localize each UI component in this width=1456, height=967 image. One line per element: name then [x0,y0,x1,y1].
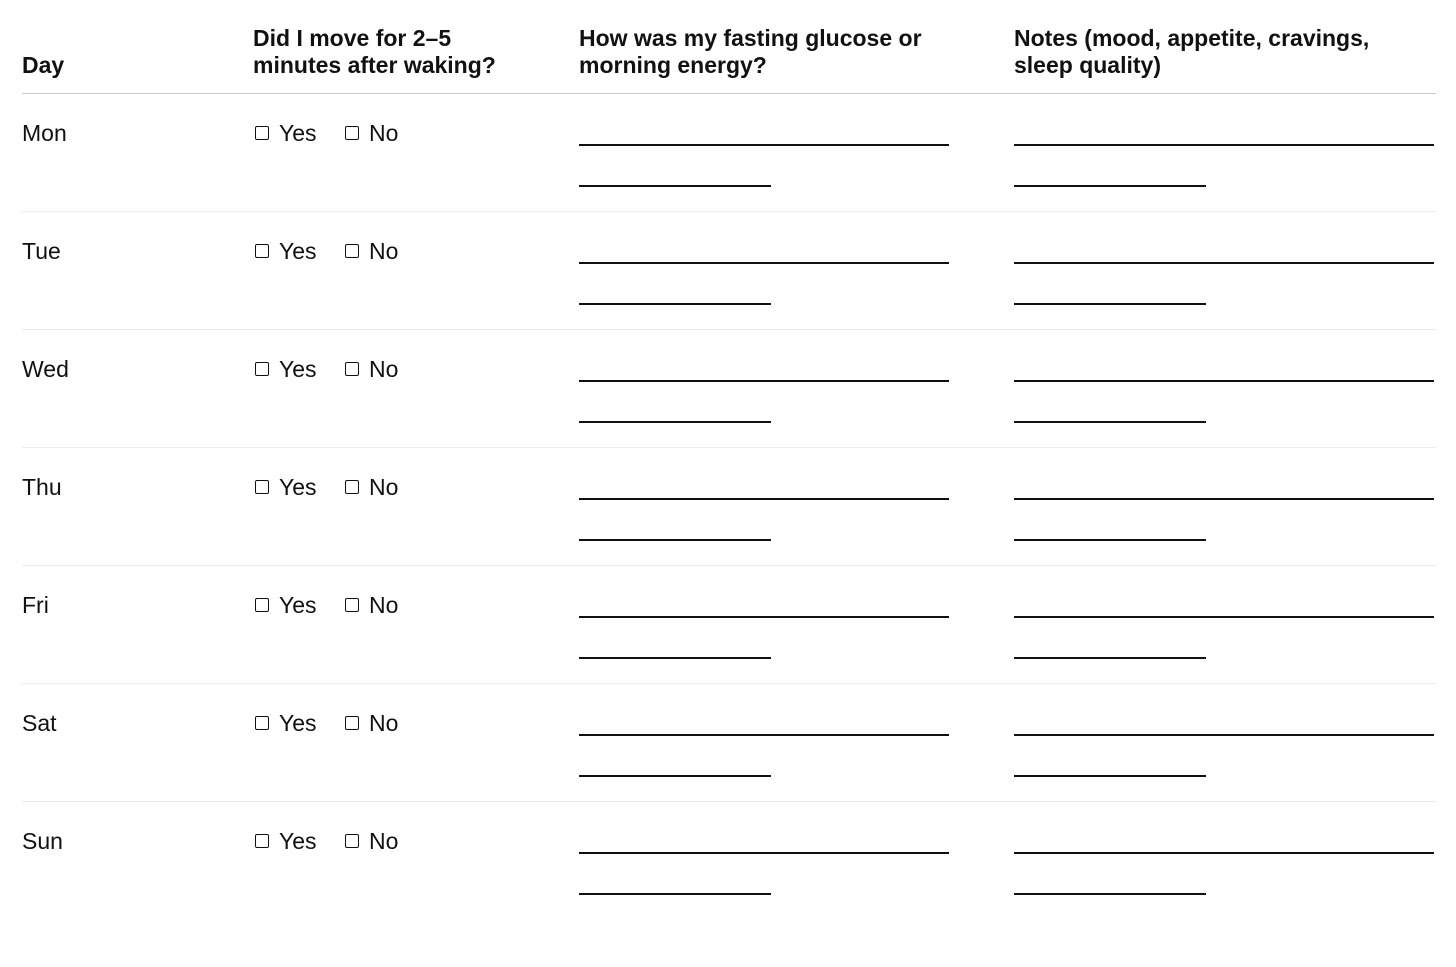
no-checkbox[interactable] [345,119,398,147]
notes-write-line[interactable] [1014,734,1434,736]
day-label: Mon [22,120,67,146]
notes-write-line[interactable] [1014,185,1206,187]
checkbox-icon [255,480,269,494]
table-row [22,684,1436,802]
table-header [22,22,1436,94]
no-label: No [369,120,399,146]
glucose-write-line[interactable] [579,616,949,618]
yes-checkbox[interactable] [255,119,317,147]
yes-checkbox[interactable] [255,473,317,501]
checkbox-icon [345,244,359,258]
yes-label: Yes [279,592,317,618]
notes-write-line[interactable] [1014,421,1206,423]
yes-checkbox[interactable] [255,237,317,265]
glucose-write-line[interactable] [579,262,949,264]
glucose-write-line[interactable] [579,893,771,895]
day-label: Thu [22,474,62,500]
no-checkbox[interactable] [345,237,398,265]
day-label: Sat [22,710,57,736]
header-glucose-question: How was my fasting glucose or morning energy? [579,25,922,78]
yes-checkbox[interactable] [255,827,317,855]
yes-label: Yes [279,120,317,146]
yes-checkbox[interactable] [255,355,317,383]
glucose-write-line[interactable] [579,380,949,382]
checkbox-icon [345,598,359,612]
notes-write-line[interactable] [1014,380,1434,382]
table-row [22,212,1436,330]
glucose-write-line[interactable] [579,539,771,541]
notes-write-line[interactable] [1014,539,1206,541]
glucose-write-line[interactable] [579,734,949,736]
glucose-write-line[interactable] [579,421,771,423]
notes-write-line[interactable] [1014,893,1206,895]
yes-label: Yes [279,828,317,854]
table-row [22,802,1436,919]
checkbox-icon [255,362,269,376]
day-label: Fri [22,592,49,618]
day-label: Tue [22,238,61,264]
table-row [22,566,1436,684]
notes-write-line[interactable] [1014,657,1206,659]
yes-label: Yes [279,710,317,736]
notes-write-line[interactable] [1014,303,1206,305]
notes-write-line[interactable] [1014,498,1434,500]
yes-checkbox[interactable] [255,591,317,619]
glucose-write-line[interactable] [579,657,771,659]
no-label: No [369,356,399,382]
no-checkbox[interactable] [345,709,398,737]
no-label: No [369,592,399,618]
no-label: No [369,238,399,264]
day-label: Wed [22,356,69,382]
table-row [22,448,1436,566]
checkbox-icon [255,716,269,730]
table-row [22,94,1436,212]
no-checkbox[interactable] [345,473,398,501]
day-label: Sun [22,828,63,854]
checkbox-icon [345,716,359,730]
notes-write-line[interactable] [1014,262,1434,264]
no-label: No [369,828,399,854]
notes-write-line[interactable] [1014,144,1434,146]
header-movement-question: Did I move for 2–5 minutes after waking? [253,25,496,78]
yes-label: Yes [279,356,317,382]
checkbox-icon [255,244,269,258]
no-checkbox[interactable] [345,591,398,619]
glucose-write-line[interactable] [579,775,771,777]
header-notes: Notes (mood, appetite, cravings, sleep quality) [1014,25,1370,78]
no-checkbox[interactable] [345,827,398,855]
notes-write-line[interactable] [1014,775,1206,777]
no-label: No [369,474,399,500]
notes-write-line[interactable] [1014,852,1434,854]
yes-checkbox[interactable] [255,709,317,737]
checkbox-icon [255,126,269,140]
no-label: No [369,710,399,736]
checkbox-icon [345,480,359,494]
checkbox-icon [345,834,359,848]
glucose-write-line[interactable] [579,303,771,305]
yes-label: Yes [279,474,317,500]
checkbox-icon [255,598,269,612]
glucose-write-line[interactable] [579,852,949,854]
table-row [22,330,1436,448]
no-checkbox[interactable] [345,355,398,383]
yes-label: Yes [279,238,317,264]
checkbox-icon [255,834,269,848]
checkbox-icon [345,362,359,376]
notes-write-line[interactable] [1014,616,1434,618]
header-day: Day [22,52,65,78]
glucose-write-line[interactable] [579,185,771,187]
glucose-write-line[interactable] [579,498,949,500]
weekly-tracker-table [22,22,1436,919]
glucose-write-line[interactable] [579,144,949,146]
checkbox-icon [345,126,359,140]
